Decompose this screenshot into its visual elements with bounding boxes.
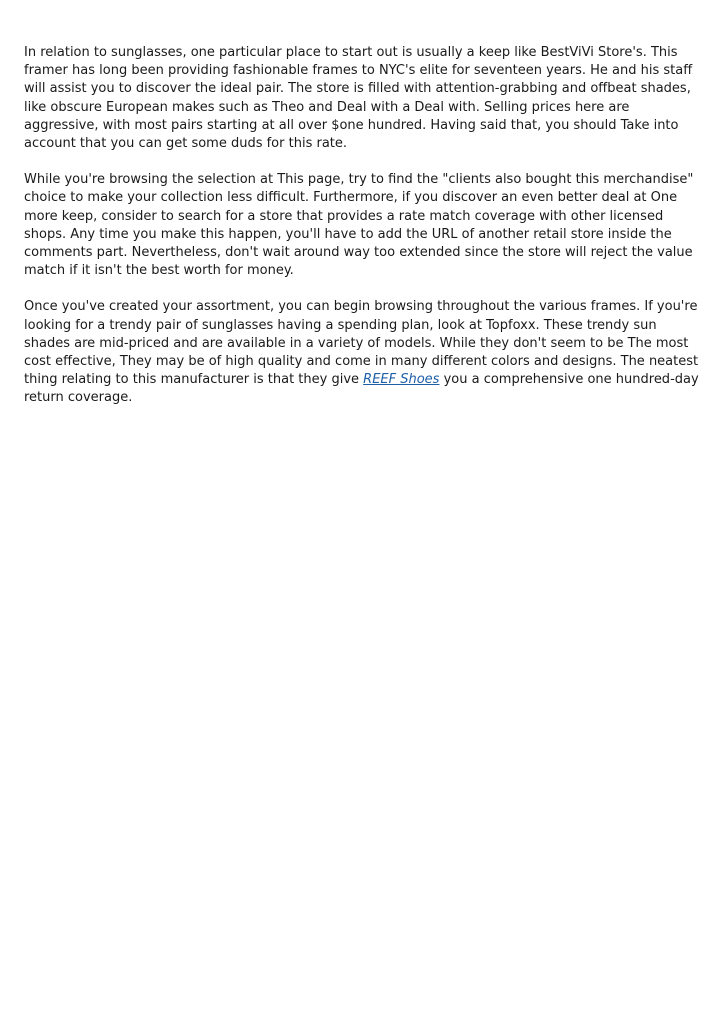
document-body bbox=[24, 44, 700, 426]
paragraph-2: While you're browsing the selection at This page, try to find the "clients also bought this merchandise" choice to make your collection less difficult. Furthermore, if you discover an even better deal at One more keep, consider to search for a store that provides a rate match coverage with other licensed shops. Any time you make this happen, you'll have to add the URL of another retail store inside the comments part. Nevertheless, don't wait around way too extended since the store will reject the value match if it isn't the best worth for money. bbox=[24, 172, 694, 279]
paragraph-3 bbox=[24, 298, 700, 407]
paragraph-3-text-after-link: you a comprehensive one hundred-day return coverage. bbox=[24, 372, 699, 406]
paragraph-1: In relation to sunglasses, one particular place to start out is usually a keep like BestViVi Store's. This framer has long been providing fashionable frames to NYC's elite for seventeen years. He and his staff will assist you to discover the ideal pair. The store is filled with attention-grabbing and offbeat shades, like obscure European makes such as Theo and Deal with a Deal with. Selling prices here are aggressive, with most pairs starting at all over $one hundred. Having said that, you should Take into account that you can get some duds for this rate. bbox=[24, 45, 693, 152]
paragraph-3-text-before-link: Once you've created your assortment, you can begin browsing throughout the various frames. If you're looking for a trendy pair of sunglasses having a spending plan, look at Topfoxx. These trendy sun shades are mid-priced and are available in a variety of models. While they don't seem to be The most cost effective, They may be of high quality and come in many different colors and designs. The neatest thing relating to this manufacturer is that they give bbox=[24, 299, 699, 388]
reef-shoes-link[interactable]: REEF Shoes bbox=[363, 372, 440, 388]
